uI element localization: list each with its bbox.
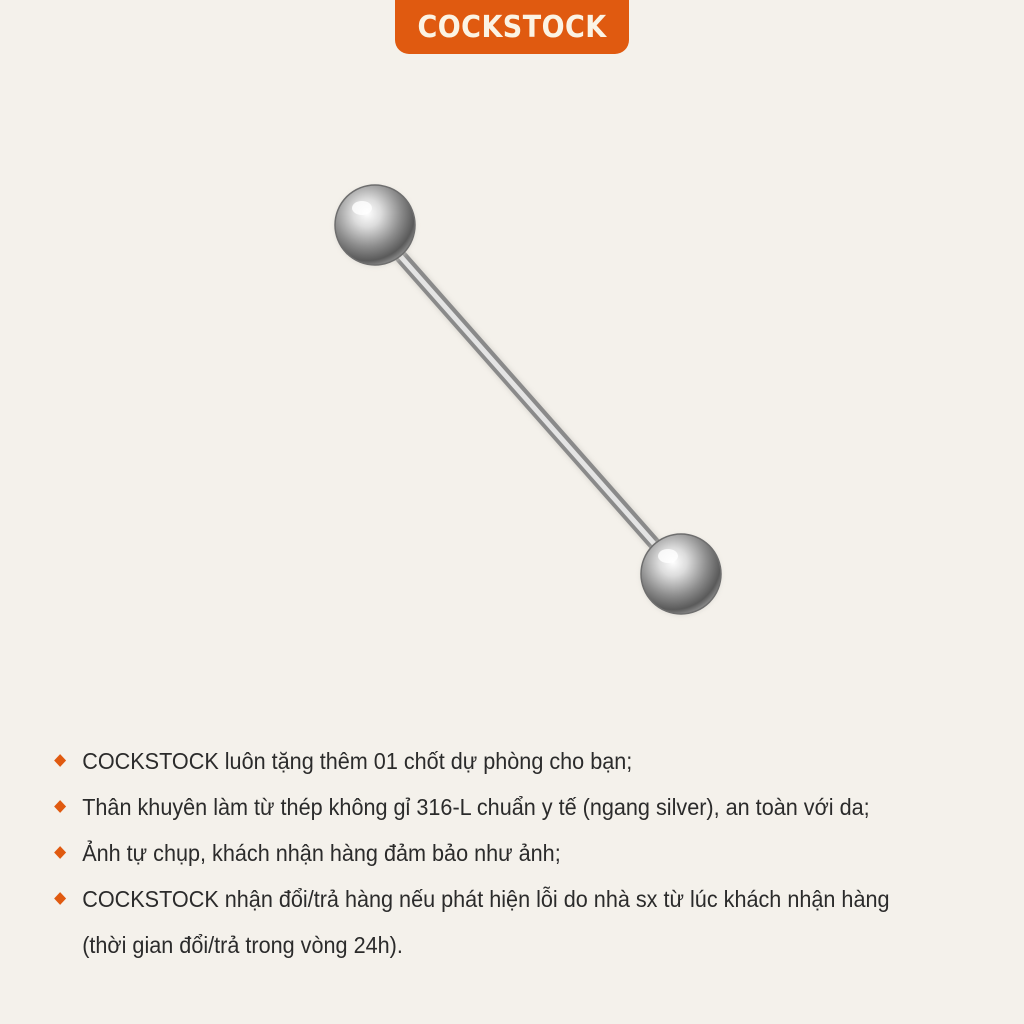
list-item [54, 876, 938, 968]
feature-text: Thân khuyên làm từ thép không gỉ 316-L chuẩn y tế (ngang silver), an toàn với da; [82, 794, 870, 820]
list-item [54, 784, 938, 830]
diamond-bullet-icon [54, 846, 66, 859]
list-item [54, 830, 938, 876]
list-item [54, 738, 938, 784]
diamond-bullet-icon [54, 800, 66, 813]
feature-text: COCKSTOCK luôn tặng thêm 01 chốt dự phòng cho bạn; [82, 748, 633, 774]
diamond-bullet-icon [54, 892, 66, 905]
feature-list [54, 738, 994, 968]
feature-text: Ảnh tự chụp, khách nhận hàng đảm bảo như ảnh; [82, 840, 561, 866]
diamond-bullet-icon [54, 754, 66, 767]
brand-name: COCKSTOCK [417, 9, 607, 45]
feature-text: COCKSTOCK nhận đổi/trả hàng nếu phát hiện lỗi do nhà sx từ lúc khách nhận hàng (thời gian đổi/trả trong vòng 24h). [82, 886, 890, 958]
